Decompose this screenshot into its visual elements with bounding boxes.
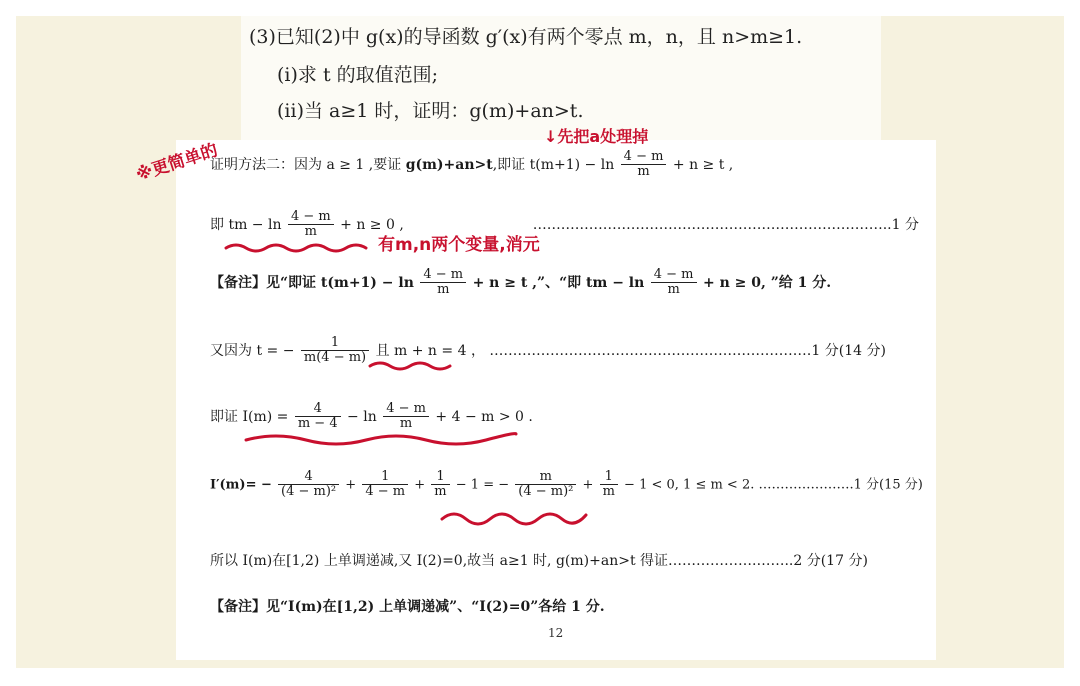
problem-line-3: (ⅱ)当 a≥1 时，证明：g(m)+an>t. — [277, 100, 584, 122]
r5-mid: − ln — [347, 408, 377, 425]
r5-tail: + 4 − m > 0 . — [435, 408, 533, 425]
page-number: 12 — [548, 626, 564, 640]
r6-fraction-5: $\frac{1}{m}$ — [600, 470, 618, 500]
r1-fraction: $\frac{4 - m}{m}$ — [621, 150, 667, 180]
r2-leader: …………………………………………………………………..1 分 — [532, 216, 919, 233]
r1-bold: g(m)+an>t — [405, 156, 493, 173]
handwritten-top-note: ↓先把a处理掉 — [544, 127, 649, 146]
r5-fraction-1: $\frac{4}{m - 4}$ — [295, 402, 341, 432]
solution-row-1 — [210, 150, 733, 180]
r1-mid: ,即证 t(m+1) − ln — [492, 156, 615, 173]
solution-row-3-note — [210, 268, 831, 298]
r6-fraction-2: $\frac{1}{4 - m}$ — [362, 470, 408, 500]
r1-tail: + n ≥ t , — [672, 156, 734, 173]
handwritten-mid-note: 有m,n两个变量,消元 — [378, 235, 540, 255]
problem-line-1: (3)已知(2)中 g(x)的导函数 g′(x)有两个零点 m，n，且 n>m≥1. — [249, 26, 803, 48]
r4-tail: 且 m + n = 4 ， — [375, 342, 485, 359]
r3-tail: + n ≥ 0, ”给 1 分. — [702, 274, 832, 291]
solution-sheet — [176, 140, 936, 660]
solution-row-5 — [210, 402, 533, 432]
r3-note: 【备注】见“即证 t(m+1) − ln — [210, 274, 414, 291]
solution-row-4 — [210, 336, 886, 366]
r6-mid: − 1 = − — [455, 477, 510, 493]
solution-row-6 — [210, 470, 923, 500]
r5-fraction-2: $\frac{4 - m}{m}$ — [383, 402, 429, 432]
r6-fraction-3: $\frac{1}{m}$ — [431, 470, 449, 500]
r4-prefix: 又因为 t = − — [210, 342, 295, 359]
r1-prefix: 证明方法二：因为 a ≥ 1 ,要证 — [210, 156, 406, 173]
r4-fraction: $\frac{1}{m(4 - m)}$ — [301, 336, 369, 366]
r3-fraction-2: $\frac{4 - m}{m}$ — [651, 268, 697, 298]
problem-statement — [241, 16, 881, 140]
r3-fraction-1: $\frac{4 - m}{m}$ — [420, 268, 466, 298]
r2-prefix: 即 tm − ln — [210, 216, 282, 233]
r6-prefix: I′(m)= − — [210, 477, 272, 493]
problem-line-2: (ⅰ)求 t 的取值范围; — [277, 64, 439, 86]
solution-row-7: 所以 I(m)在[1,2) 上单调递减,又 I(2)=0,故当 a≥1 时, g(m)+an>t 得证……………….……..2 分(17 分) — [210, 553, 868, 569]
r4-leader: ……………………………………………………………1 分(14 分) — [489, 342, 886, 359]
r2-tail: + n ≥ 0 , — [340, 216, 404, 233]
r6-plus-1: + — [345, 477, 357, 493]
solution-row-2 — [210, 210, 919, 240]
r2-fraction: $\frac{4 - m}{m}$ — [288, 210, 334, 240]
r5-prefix: 即证 I(m) = — [210, 408, 289, 425]
solution-row-8-note: 【备注】见“I(m)在[1,2) 上单调递减”、“I(2)=0”各给 1 分. — [210, 599, 605, 615]
page-frame — [16, 16, 1064, 668]
r6-fraction-4: $\frac{m}{\text{(4 − m)²}}$ — [515, 470, 576, 500]
r6-fraction-1: $\frac{4}{\text{(4 − m)²}}$ — [278, 470, 339, 500]
r6-tail: − 1 < 0, 1 ≤ m < 2. ………………….1 分(15 分) — [624, 477, 923, 493]
r6-plus-2: + — [414, 477, 426, 493]
r3-mid: + n ≥ t ,”、“即 tm − ln — [472, 274, 645, 291]
handwritten-side-note: ※更简单的 — [133, 140, 221, 186]
r6-plus-3: + — [582, 477, 594, 493]
